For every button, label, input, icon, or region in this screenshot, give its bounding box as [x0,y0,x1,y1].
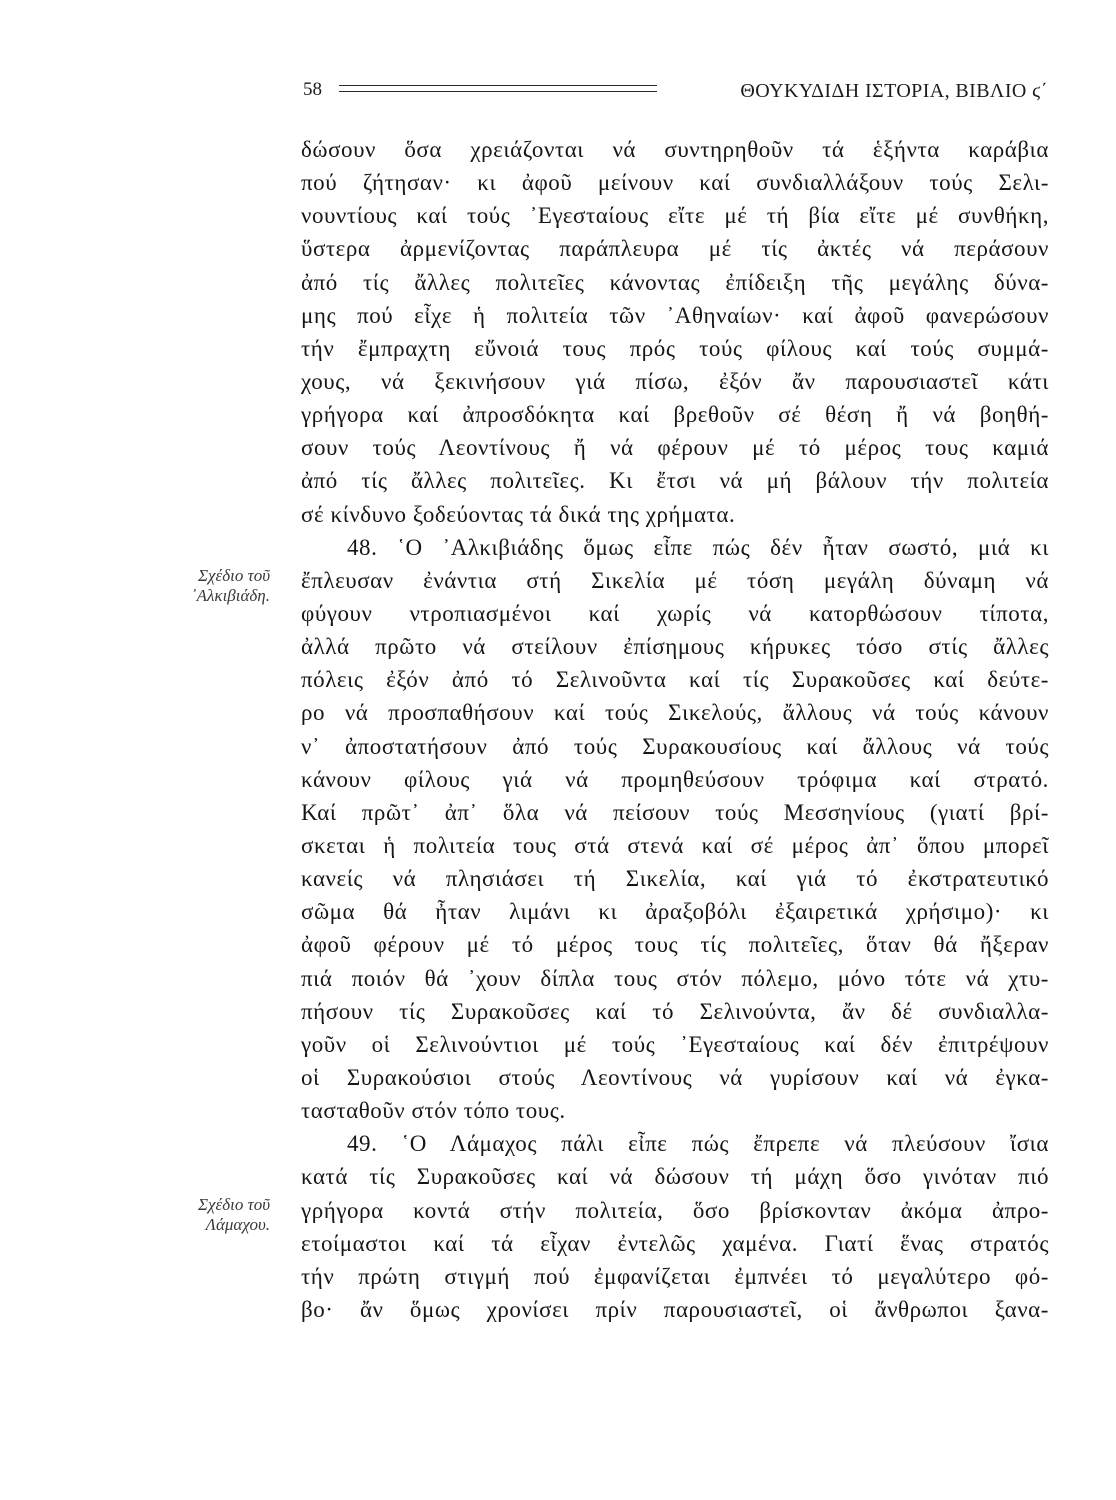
body-text [301,133,1049,1326]
body-line: ἀλλά πρῶτο νά στείλουν ἐπίσημους κήρυκες τόσο στίς ἄλλες [301,634,1049,660]
body-line: νουντίους καί τούς ᾿Εγεσταίους εἴτε μέ τή βία εἴτε μέ συνθήκη, [301,203,1049,229]
body-line: πήσουν τίς Συρακοῦσες καί τό Σελινούντα, ἄν δέ συνδιαλλα- [301,998,1049,1024]
margin-note-line: Σχέδιο τοῦ [197,566,270,585]
body-line: μης πού εἶχε ἡ πολιτεία τῶν ᾿Αθηναίων· καί ἀφοῦ φανερώσουν [301,302,1049,328]
body-line: ἀφοῦ φέρουν μέ τό μέρος τους τίς πολιτεῖες, ὅταν θά ἤξεραν [301,932,1049,958]
body-line: σέ κίνδυνο ξοδεύοντας τά δικά της χρήματα. [301,501,736,527]
body-line: Καί πρῶτ᾿ ἀπ᾿ ὅλα νά πείσουν τούς Μεσσηνίους (γιατί βρί- [301,799,1049,825]
margin-note-lamachus [110,1195,270,1235]
body-line: σῶμα θά ἦταν λιμάνι κι ἀραξοβόλι ἐξαιρετικά χρήσιμο)· κι [301,899,1049,925]
body-line: ρο νά προσπαθήσουν καί τούς Σικελούς, ἄλλους νά τούς κάνουν [301,700,1049,726]
body-line: σκεται ἡ πολιτεία τους στά στενά καί σέ μέρος ἀπ᾿ ὅπου μπορεῖ [301,832,1049,858]
body-line: τασταθοῦν στόν τόπο τους. [301,1098,566,1124]
margin-note-line: Σχέδιο τοῦ [197,1195,270,1214]
margin-note-line: Λάμαχου. [205,1215,270,1234]
body-line: σουν τούς Λεοντίνους ἤ νά φέρουν μέ τό μέρος τους καμιά [301,435,1049,461]
body-line: ἔπλευσαν ἐνάντια στή Σικελία μέ τόση μεγάλη δύναμη νά [301,567,1049,593]
body-line: πόλεις ἐξόν ἀπό τό Σελινοῦντα καί τίς Συρακοῦσες καί δεύτε- [301,667,1049,693]
margin-note-line: ᾿Αλκιβιάδη. [191,586,270,605]
page-number: 58 [303,79,322,100]
body-line: οἱ Συρακούσιοι στούς Λεοντίνους νά γυρίσουν καί νά ἐγκα- [301,1064,1049,1090]
body-line: δώσουν ὅσα χρειάζονται νά συντηρηθοῦν τά ἑξήντα καράβια [301,137,1049,162]
running-header [303,78,1048,108]
body-line: τήν ἔμπραχτη εὔνοιά τους πρός τούς φίλους καί τούς συμμά- [301,335,1049,361]
paragraph-49-start: 49. ῾Ο Λάμαχος πάλι εἶπε πώς ἔπρεπε νά πλεύσουν ἴσια [347,1131,1049,1157]
body-line: ἀπό τίς ἄλλες πολιτεῖες κάνοντας ἐπίδειξη τῆς μεγάλης δύνα- [301,269,1049,295]
body-line: χους, νά ξεκινήσουν γιά πίσω, ἐξόν ἄν παρουσιαστεῖ κάτι [301,368,1049,394]
body-line: τήν πρώτη στιγμή πού ἐμφανίζεται ἐμπνέει τό μεγαλύτερο φό- [301,1263,1049,1289]
body-line: γοῦν οἱ Σελινούντιοι μέ τούς ᾿Εγεσταίους καί δέν ἐπιτρέψουν [301,1031,1049,1057]
body-line: φύγουν ντροπιασμένοι καί χωρίς νά κατορθώσουν τίποτα, [301,600,1049,626]
header-double-rule [339,85,657,92]
body-line: γρήγορα καί ἀπροσδόκητα καί βρεθοῦν σέ θέση ἤ νά βοηθή- [301,402,1049,428]
body-line: κανείς νά πλησιάσει τή Σικελία, καί γιά τό ἐκστρατευτικό [301,866,1049,892]
body-line: ἀπό τίς ἄλλες πολιτεῖες. Κι ἔτσι νά μή βάλουν τήν πολιτεία [301,468,1049,494]
running-title: ΘΟΥΚΥΔΙΔΗ ΙΣΤΟΡΙΑ, ΒΙΒΛΙΟ ϛ΄ [740,80,1048,102]
body-line: πιά ποιόν θά ᾿χουν δίπλα τους στόν πόλεμο, μόνο τότε νά χτυ- [301,965,1049,991]
paragraph-48-start: 48. ῾Ο ᾿Αλκιβιάδης ὅμως εἶπε πώς δέν ἦταν σωστό, μιά κι [347,534,1049,560]
body-line: κατά τίς Συρακοῦσες καί νά δώσουν τή μάχη ὅσο γινόταν πιό [301,1164,1049,1190]
margin-note-alcibiades [110,566,270,606]
body-line: βο· ἄν ὅμως χρονίσει πρίν παρουσιαστεῖ, οἱ ἄνθρωποι ξανα- [301,1296,1049,1322]
body-line: κάνουν φίλους γιά νά προμηθεύσουν τρόφιμα καί στρατό. [301,766,1049,792]
body-line: πού ζήτησαν· κι ἀφοῦ μείνουν καί συνδιαλλάξουν τούς Σελι- [301,170,1049,196]
body-line: ετοίμαστοι καί τά εἶχαν ἐντελῶς χαμένα. Γιατί ἕνας στρατός [301,1230,1049,1256]
body-line: ὕστερα ἀρμενίζοντας παράπλευρα μέ τίς ἀκτές νά περάσουν [301,236,1049,262]
body-line: γρήγορα κοντά στήν πολιτεία, ὅσο βρίσκονταν ἀκόμα ἀπρο- [301,1197,1049,1223]
body-line: ν᾿ ἀποστατήσουν ἀπό τούς Συρακουσίους καί ἄλλους νά τούς [301,733,1049,759]
